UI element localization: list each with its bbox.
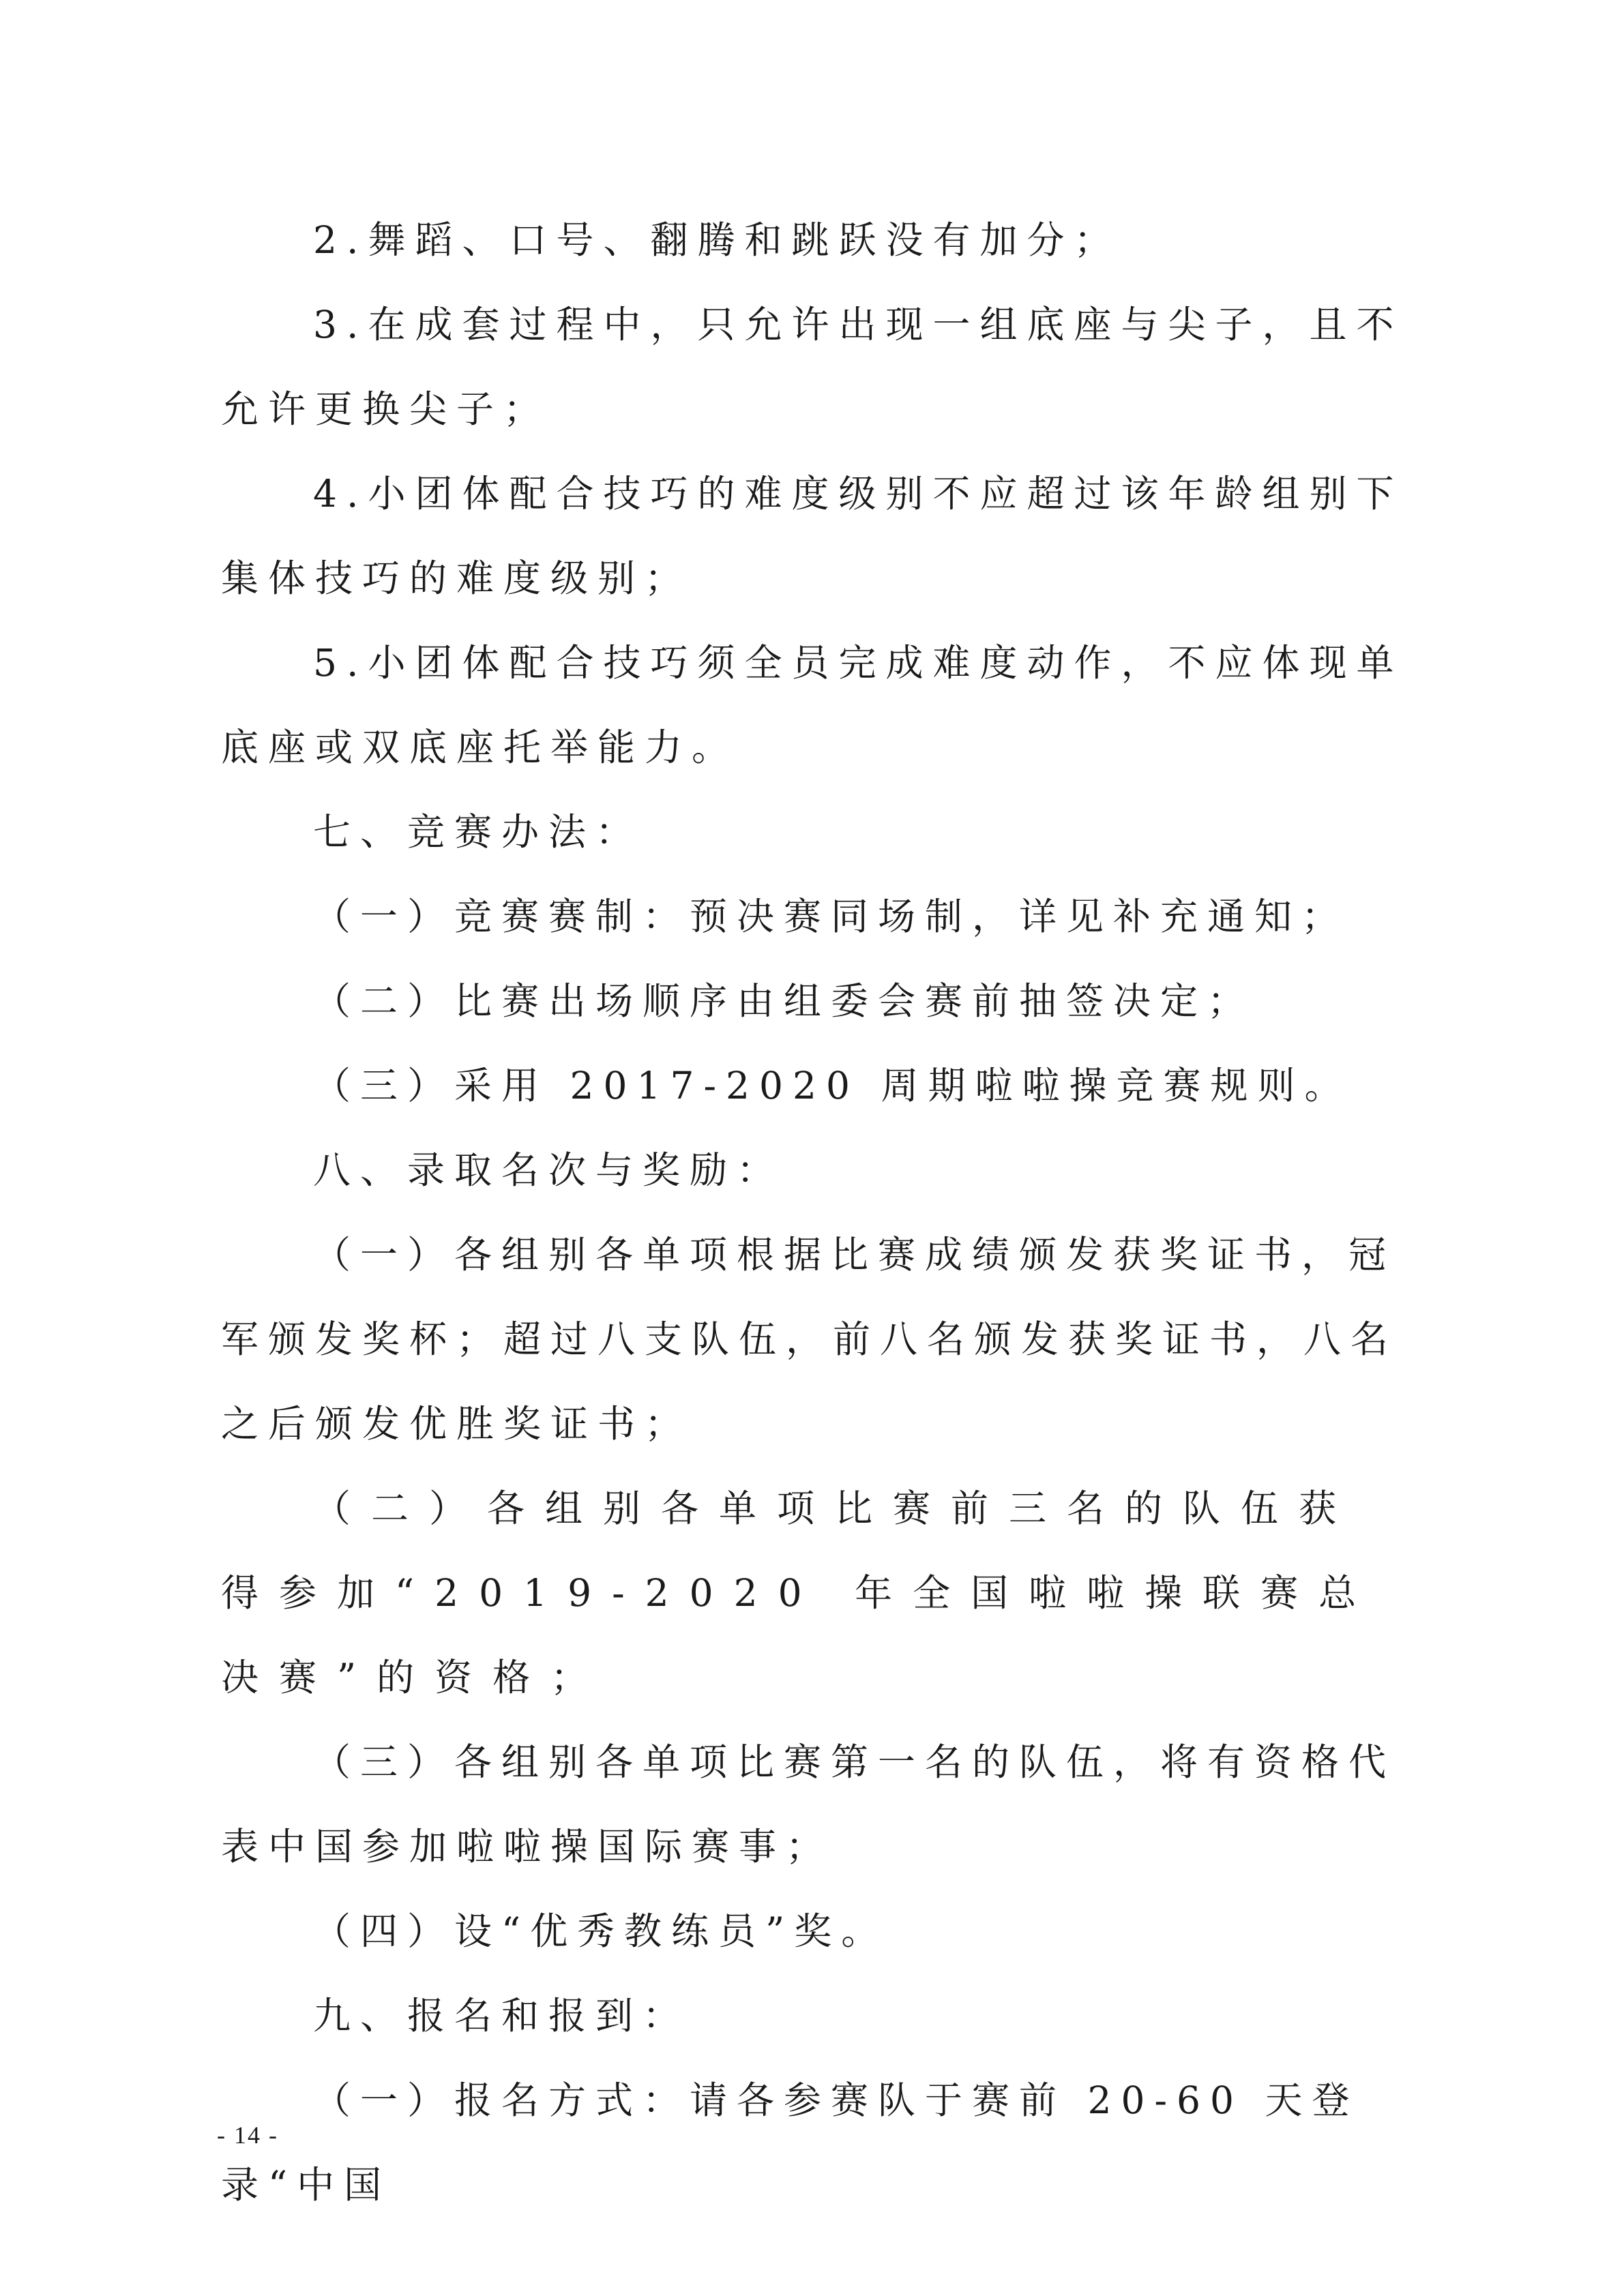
paragraph-finals-qualification: （二）各组别各单项比赛前三名的队伍获得参加“2019-2020 年全国啦啦操联赛总决赛”的资格； [221, 1487, 1377, 1699]
paragraph-order-draw: （二）比赛出场顺序由组委会赛前抽签决定； [313, 979, 1255, 1023]
section-heading-rankings-awards: 八、录取名次与奖励： [313, 1148, 784, 1192]
page-number: - 14 - [217, 2121, 278, 2149]
document-body [221, 198, 1408, 2227]
paragraph-coach-award: （四）设“优秀教练员”奖。 [313, 1909, 889, 1953]
paragraph-rule-4: 4.小团体配合技巧的难度级别不应超过该年龄组别下集体技巧的难度级别； [221, 472, 1404, 600]
paragraph-international-qualification: （三）各组别各单项比赛第一名的队伍，将有资格代表中国参加啦啦操国际赛事； [221, 1740, 1396, 1868]
paragraph-rules-used: （三）采用 2017-2020 周期啦啦操竞赛规则。 [313, 1064, 1352, 1107]
paragraph-competition-format: （一）竞赛赛制：预决赛同场制，详见补充通知； [313, 895, 1349, 938]
section-heading-registration: 九、报名和报到： [313, 1994, 690, 2038]
paragraph-registration-method: （一）报名方式：请各参赛队于赛前 20-60 天登录“中国 [221, 2078, 1359, 2207]
paragraph-rule-2: 2.舞蹈、口号、翻腾和跳跃没有加分； [313, 218, 1121, 262]
paragraph-rule-3: 3.在成套过程中，只允许出现一组底座与尖子，且不允许更换尖子； [221, 303, 1404, 431]
section-heading-competition-method: 七、竞赛办法： [313, 810, 643, 854]
paragraph-rule-5: 5.小团体配合技巧须全员完成难度动作，不应体现单底座或双底座托举能力。 [221, 641, 1404, 769]
paragraph-award-certificates: （一）各组别各单项根据比赛成绩颁发获奖证书，冠军颁发奖杯；超过八支队伍，前八名颁发获奖证书，八名之后颁发优胜奖证书； [221, 1233, 1398, 1446]
